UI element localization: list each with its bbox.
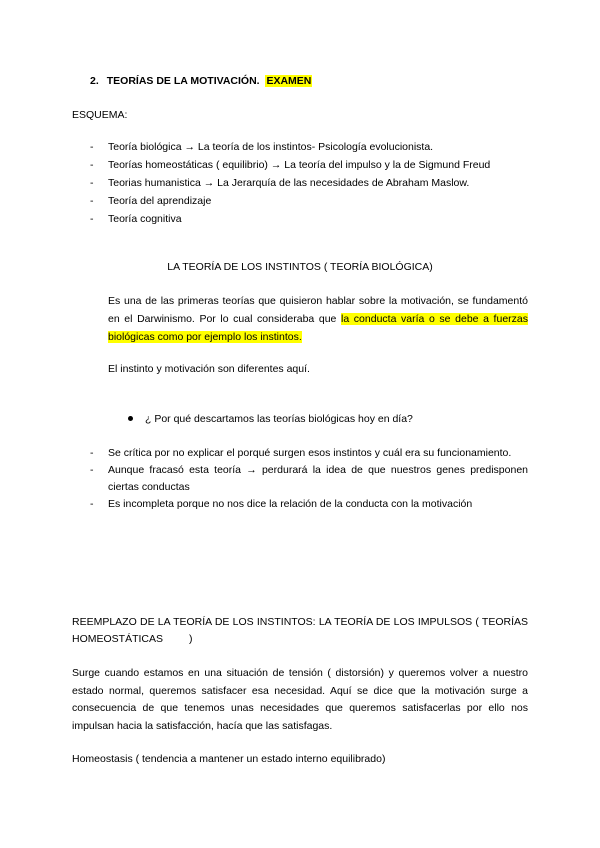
dash-icon: - xyxy=(90,498,94,510)
list-item-text: Se crítica por no explicar el porqué surgen esos instintos y cuál era su funcionamiento. xyxy=(108,447,512,459)
dash-icon: - xyxy=(90,177,94,189)
reasons-list xyxy=(90,445,528,513)
list-item xyxy=(90,462,528,496)
list-item-text: Teorias humanistica → La Jerarquía de las necesidades de Abraham Maslow. xyxy=(108,177,470,189)
heading-number: 2. xyxy=(90,75,99,87)
replacement-heading-text: REEMPLAZO DE LA TEORÍA DE LOS INSTINTOS: LA TEORÍA DE LOS IMPULSOS ( TEORÍAS HOMEOSTÁTICAS xyxy=(72,616,528,645)
question-text: ¿ Por qué descartamos las teorías biológicas hoy en día? xyxy=(145,413,413,425)
list-item xyxy=(90,138,530,156)
list-item xyxy=(90,174,530,192)
list-item xyxy=(90,496,528,513)
dash-icon: - xyxy=(90,213,94,225)
replacement-heading xyxy=(72,614,528,648)
homeostasis-definition: Homeostasis ( tendencia a mantener un estado interno equilibrado) xyxy=(72,753,386,765)
replacement-heading-close: ) xyxy=(189,633,193,645)
list-item xyxy=(90,192,530,210)
list-item-text: Aunque fracasó esta teoría → perdurará la idea de que nuestros genes predisponen ciertas conductas xyxy=(108,464,528,493)
highlighted-text: la conducta varía o se debe a fuerzas biológicas como por ejemplo los instintos. xyxy=(108,313,528,343)
list-item-text: Teoría cognitiva xyxy=(108,213,182,225)
dash-icon: - xyxy=(90,464,94,476)
list-item xyxy=(90,210,530,228)
paragraph-text: Es una de las primeras teorías que quisieron hablar sobre la motivación, se fundamentó en el Darwinismo. Por lo cual consideraba que xyxy=(108,295,528,325)
heading-title: TEORÍAS DE LA MOTIVACIÓN. xyxy=(106,75,260,87)
drive-theory-paragraph: Surge cuando estamos en una situación de tensión ( distorsión) y queremos volver a nuestro estado normal, queremos satisfacer esa necesidad. Aquí se dice que la motivación surge a consecuencia de que tenemos unas necesidades que queremos satisfacerlas por ello nos impulsan hacia la satisfacción, hacía que las satisfagas. xyxy=(72,667,528,732)
section-title: LA TEORÍA DE LOS INSTINTOS ( TEORÍA BIOLÓGICA) xyxy=(167,261,433,273)
esquema-label: ESQUEMA: xyxy=(72,109,128,121)
instinct-note: El instinto y motivación son diferentes aquí. xyxy=(108,363,310,375)
list-item xyxy=(90,445,528,462)
list-item-text: Teorías homeostáticas ( equilibrio) → La teoría del impulso y la de Sigmund Freud xyxy=(108,159,491,171)
dash-icon: - xyxy=(90,195,94,207)
exam-highlight: EXAMEN xyxy=(266,75,312,87)
section-heading xyxy=(90,72,312,90)
list-item xyxy=(90,156,530,174)
dash-icon: - xyxy=(90,159,94,171)
dash-icon: - xyxy=(90,447,94,459)
instinct-theory-paragraph xyxy=(108,292,528,346)
bullet-icon xyxy=(128,416,133,421)
dash-icon: - xyxy=(90,141,94,153)
list-item-text: Teoría biológica → La teoría de los instintos- Psicología evolucionista. xyxy=(108,141,434,153)
esquema-list xyxy=(90,138,530,228)
list-item-text: Teoría del aprendizaje xyxy=(108,195,212,207)
question-bullet xyxy=(128,410,413,428)
list-item-text: Es incompleta porque no nos dice la relación de la conducta con la motivación xyxy=(108,498,473,510)
